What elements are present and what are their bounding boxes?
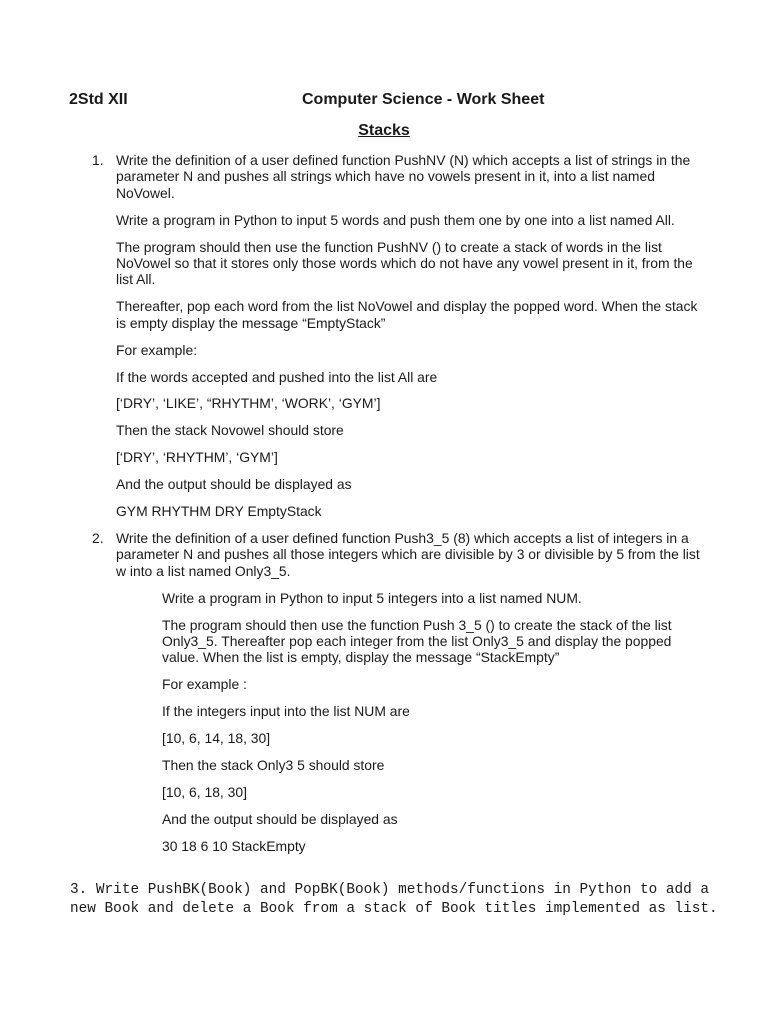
paragraph: [‘DRY’, ‘LIKE’, “RHYTHM’, ‘WORK’, ‘GYM’] <box>116 395 381 412</box>
paragraph: [10, 6, 14, 18, 30] <box>162 730 271 747</box>
questions <box>0 152 768 865</box>
paragraph: And the output should be displayed as <box>162 810 398 827</box>
paragraph: The program should then use the function PushNV () to create a stack of words in the list NoVowel so that it stores only those words which do not have any vowel present in it, from the list All. <box>116 238 693 288</box>
paragraph: If the words accepted and pushed into the list All are <box>116 368 438 385</box>
paragraph: Write a program in Python to input 5 words and push them one by one into a list named All. <box>116 211 675 228</box>
paragraph: For example : <box>162 676 247 693</box>
question-1 <box>92 152 701 520</box>
paragraph: [10, 6, 18, 30] <box>162 783 247 800</box>
class-label: 2Std XII <box>69 91 128 108</box>
paragraph: 30 18 6 10 StackEmpty <box>162 837 306 854</box>
paragraph: And the output should be displayed as <box>116 476 352 493</box>
question-2-details <box>162 590 702 854</box>
question-number: 2. <box>92 530 104 546</box>
worksheet-header <box>69 91 709 113</box>
paragraph: Write a program in Python to input 5 integers into a list named NUM. <box>162 589 582 606</box>
paragraph: Then the stack Novowel should store <box>116 422 344 439</box>
question-2 <box>92 530 701 579</box>
question-number: 1. <box>92 152 104 168</box>
paragraph: Write the definition of a user defined function Push3_5 (8) which accepts a list of integers in a parameter N and pushes all those integers which are divisible by 3 or divisible by 5 from the list w into a list named Only3_5. <box>116 530 700 579</box>
question-3: 3. Write PushBK(Book) and PopBK(Book) methods/functions in Python to add a new Book and delete a Book from a stack of Book titles implemented as list. <box>70 882 718 917</box>
paragraph: Write the definition of a user defined function PushNV (N) which accepts a list of strings in the parameter N and pushes all strings which have no vowels present in it, into a list named NoVowel. <box>116 152 691 201</box>
paragraph: GYM RHYTHM DRY EmptyStack <box>116 503 322 520</box>
paragraph: For example: <box>116 341 198 358</box>
worksheet-title: Computer Science - Work Sheet <box>302 91 545 108</box>
topic-title: Stacks <box>358 122 410 139</box>
paragraph: [‘DRY’, ‘RHYTHM’, ‘GYM’] <box>116 449 278 466</box>
paragraph: The program should then use the function Push 3_5 () to create the stack of the list Only3_5. Thereafter pop each integer from the list Only3_5 and display the popped value. When the list is empty, display the message “StackEmpty” <box>162 616 672 666</box>
paragraph: If the integers input into the list NUM are <box>162 703 410 720</box>
paragraph: Then the stack Only3 5 should store <box>162 757 385 774</box>
paragraph: Thereafter, pop each word from the list NoVowel and display the popped word. When the stack is empty display the message “EmptyStack” <box>116 298 698 331</box>
